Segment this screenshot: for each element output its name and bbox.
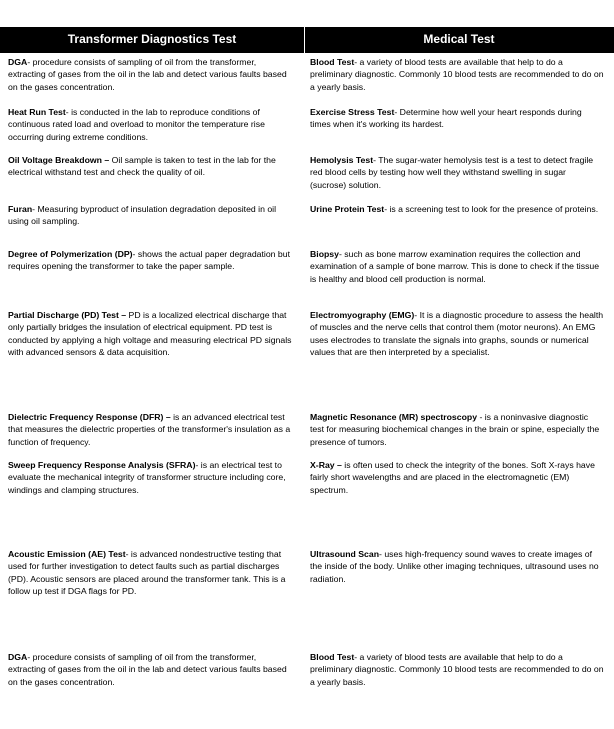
transformer-test-cell: [8, 203, 294, 228]
transformer-test-description: PD is a localized electrical discharge that only partially bridges the insulation of electrical equipment. PD test is conducted by applying a high voltage and measuring electrical PD signals with advanced sensors & data acquisition.: [8, 310, 292, 357]
medical-test-description: - The sugar-water hemolysis test is a test to detect fragile red blood cells by testing how well they withstand swelling in sugar (sucrose) solution.: [310, 155, 594, 190]
medical-test-cell: [310, 309, 604, 358]
medical-test-cell: [310, 548, 604, 585]
medical-test-description: - It is a diagnostic procedure to assess the health of muscles and the nerve cells that control them (motor neurons). An EMG uses electrodes to translate the signals into graphs, sounds or numerical values that are then interpreted by a specialist.: [310, 310, 604, 357]
transformer-test-name: Acoustic Emission (AE) Test: [8, 549, 126, 559]
medical-test-description: - Determine how well your heart responds during times when it's working its hardest.: [310, 107, 582, 130]
transformer-test-cell: [8, 651, 294, 688]
medical-test-name: Blood Test: [310, 57, 355, 67]
medical-test-name: Exercise Stress Test: [310, 107, 395, 117]
transformer-test-description: - is an electrical test to evaluate the mechanical integrity of transformer structure including core, windings and clamping structures.: [8, 460, 286, 495]
transformer-test-name: Heat Run Test: [8, 107, 66, 117]
header-divider: [304, 27, 305, 53]
transformer-test-cell: [8, 411, 294, 448]
transformer-test-name: Partial Discharge (PD) Test –: [8, 310, 127, 320]
medical-test-name: Magnetic Resonance (MR) spectroscopy: [310, 412, 478, 422]
medical-test-name: Hemolysis Test: [310, 155, 374, 165]
transformer-test-description: - procedure consists of sampling of oil from the transformer, extracting of gases from the oil in the lab and detect various faults based on the gases concentration.: [8, 652, 287, 687]
transformer-test-cell: [8, 154, 294, 179]
transformer-test-cell: [8, 248, 294, 273]
medical-test-description: - is a screening test to look for the presence of proteins.: [384, 204, 599, 214]
medical-test-cell: [310, 459, 604, 496]
medical-test-cell: [310, 411, 604, 448]
medical-test-cell: [310, 56, 604, 93]
header-transformer-diagnostics: Transformer Diagnostics Test: [67, 32, 237, 46]
transformer-test-name: Dielectric Frequency Response (DFR) –: [8, 412, 171, 422]
transformer-test-name: Sweep Frequency Response Analysis (SFRA): [8, 460, 196, 470]
transformer-test-description: - shows the actual paper degradation but requires opening the transformer to take the paper sample.: [8, 249, 290, 272]
transformer-test-cell: [8, 56, 294, 93]
medical-test-description: - is a noninvasive diagnostic test for measuring biochemical changes in the brain or spine, especially the presence of tumors.: [310, 412, 600, 447]
transformer-test-name: DGA: [8, 652, 28, 662]
medical-test-cell: [310, 154, 604, 191]
medical-test-description: - such as bone marrow examination requires the collection and examination of a sample of bone marrow. This is done to check if the tissue is healthy and blood cell production is normal.: [310, 249, 600, 284]
medical-test-description: - uses high-frequency sound waves to create images of the inside of the body. Unlike other imaging techniques, ultrasound uses no radiation.: [310, 549, 599, 584]
transformer-test-cell: [8, 548, 294, 597]
transformer-test-name: Furan: [8, 204, 33, 214]
table-header: [0, 27, 614, 53]
medical-test-cell: [310, 248, 604, 285]
transformer-test-cell: [8, 106, 294, 143]
medical-test-name: X-Ray –: [310, 460, 342, 470]
medical-test-name: Blood Test: [310, 652, 355, 662]
transformer-test-description: - is advanced nondestructive testing that used for further investigation to detect faults such as partial discharges (PD). Acoustic sensors are placed around the transformer tank. This is a follow up test if DGA flags for PD.: [8, 549, 286, 596]
medical-test-description: - a variety of blood tests are available that help to do a preliminary diagnostic. Commonly 10 blood tests are recommended to do on a yearly basis.: [310, 652, 604, 687]
medical-test-description: is often used to check the integrity of the bones. Soft X-rays have fairly short wavelengths and are placed in the electromagnetic (EM) spectrum.: [310, 460, 595, 495]
medical-test-cell: [310, 203, 604, 215]
medical-test-name: Ultrasound Scan: [310, 549, 380, 559]
medical-test-name: Electromyography (EMG): [310, 310, 415, 320]
transformer-test-description: is an advanced electrical test that measures the dielectric properties of the transformer's insulation as a function of frequency.: [8, 412, 291, 447]
medical-test-cell: [310, 106, 604, 131]
medical-test-description: - a variety of blood tests are available that help to do a preliminary diagnostic. Commonly 10 blood tests are recommended to do on a yearly basis.: [310, 57, 604, 92]
transformer-test-name: Degree of Polymerization (DP): [8, 249, 133, 259]
transformer-test-cell: [8, 309, 294, 358]
transformer-test-name: DGA: [8, 57, 28, 67]
transformer-test-cell: [8, 459, 294, 496]
transformer-test-name: Oil Voltage Breakdown –: [8, 155, 110, 165]
medical-test-name: Biopsy: [310, 249, 339, 259]
transformer-test-description: - is conducted in the lab to reproduce conditions of continuous rated load and overload to monitor the temperature rise occurring during extreme conditions.: [8, 107, 265, 142]
medical-test-cell: [310, 651, 604, 688]
medical-test-name: Urine Protein Test: [310, 204, 385, 214]
transformer-test-description: - procedure consists of sampling of oil from the transformer, extracting of gases from the oil in the lab and detect various faults based on the gases concentration.: [8, 57, 287, 92]
header-medical-test: Medical Test: [423, 32, 495, 46]
transformer-test-description: - Measuring byproduct of insulation degradation deposited in oil using oil sampling.: [8, 204, 277, 227]
transformer-test-description: Oil sample is taken to test in the lab for the electrical withstand test and check the quality of oil.: [8, 155, 276, 178]
